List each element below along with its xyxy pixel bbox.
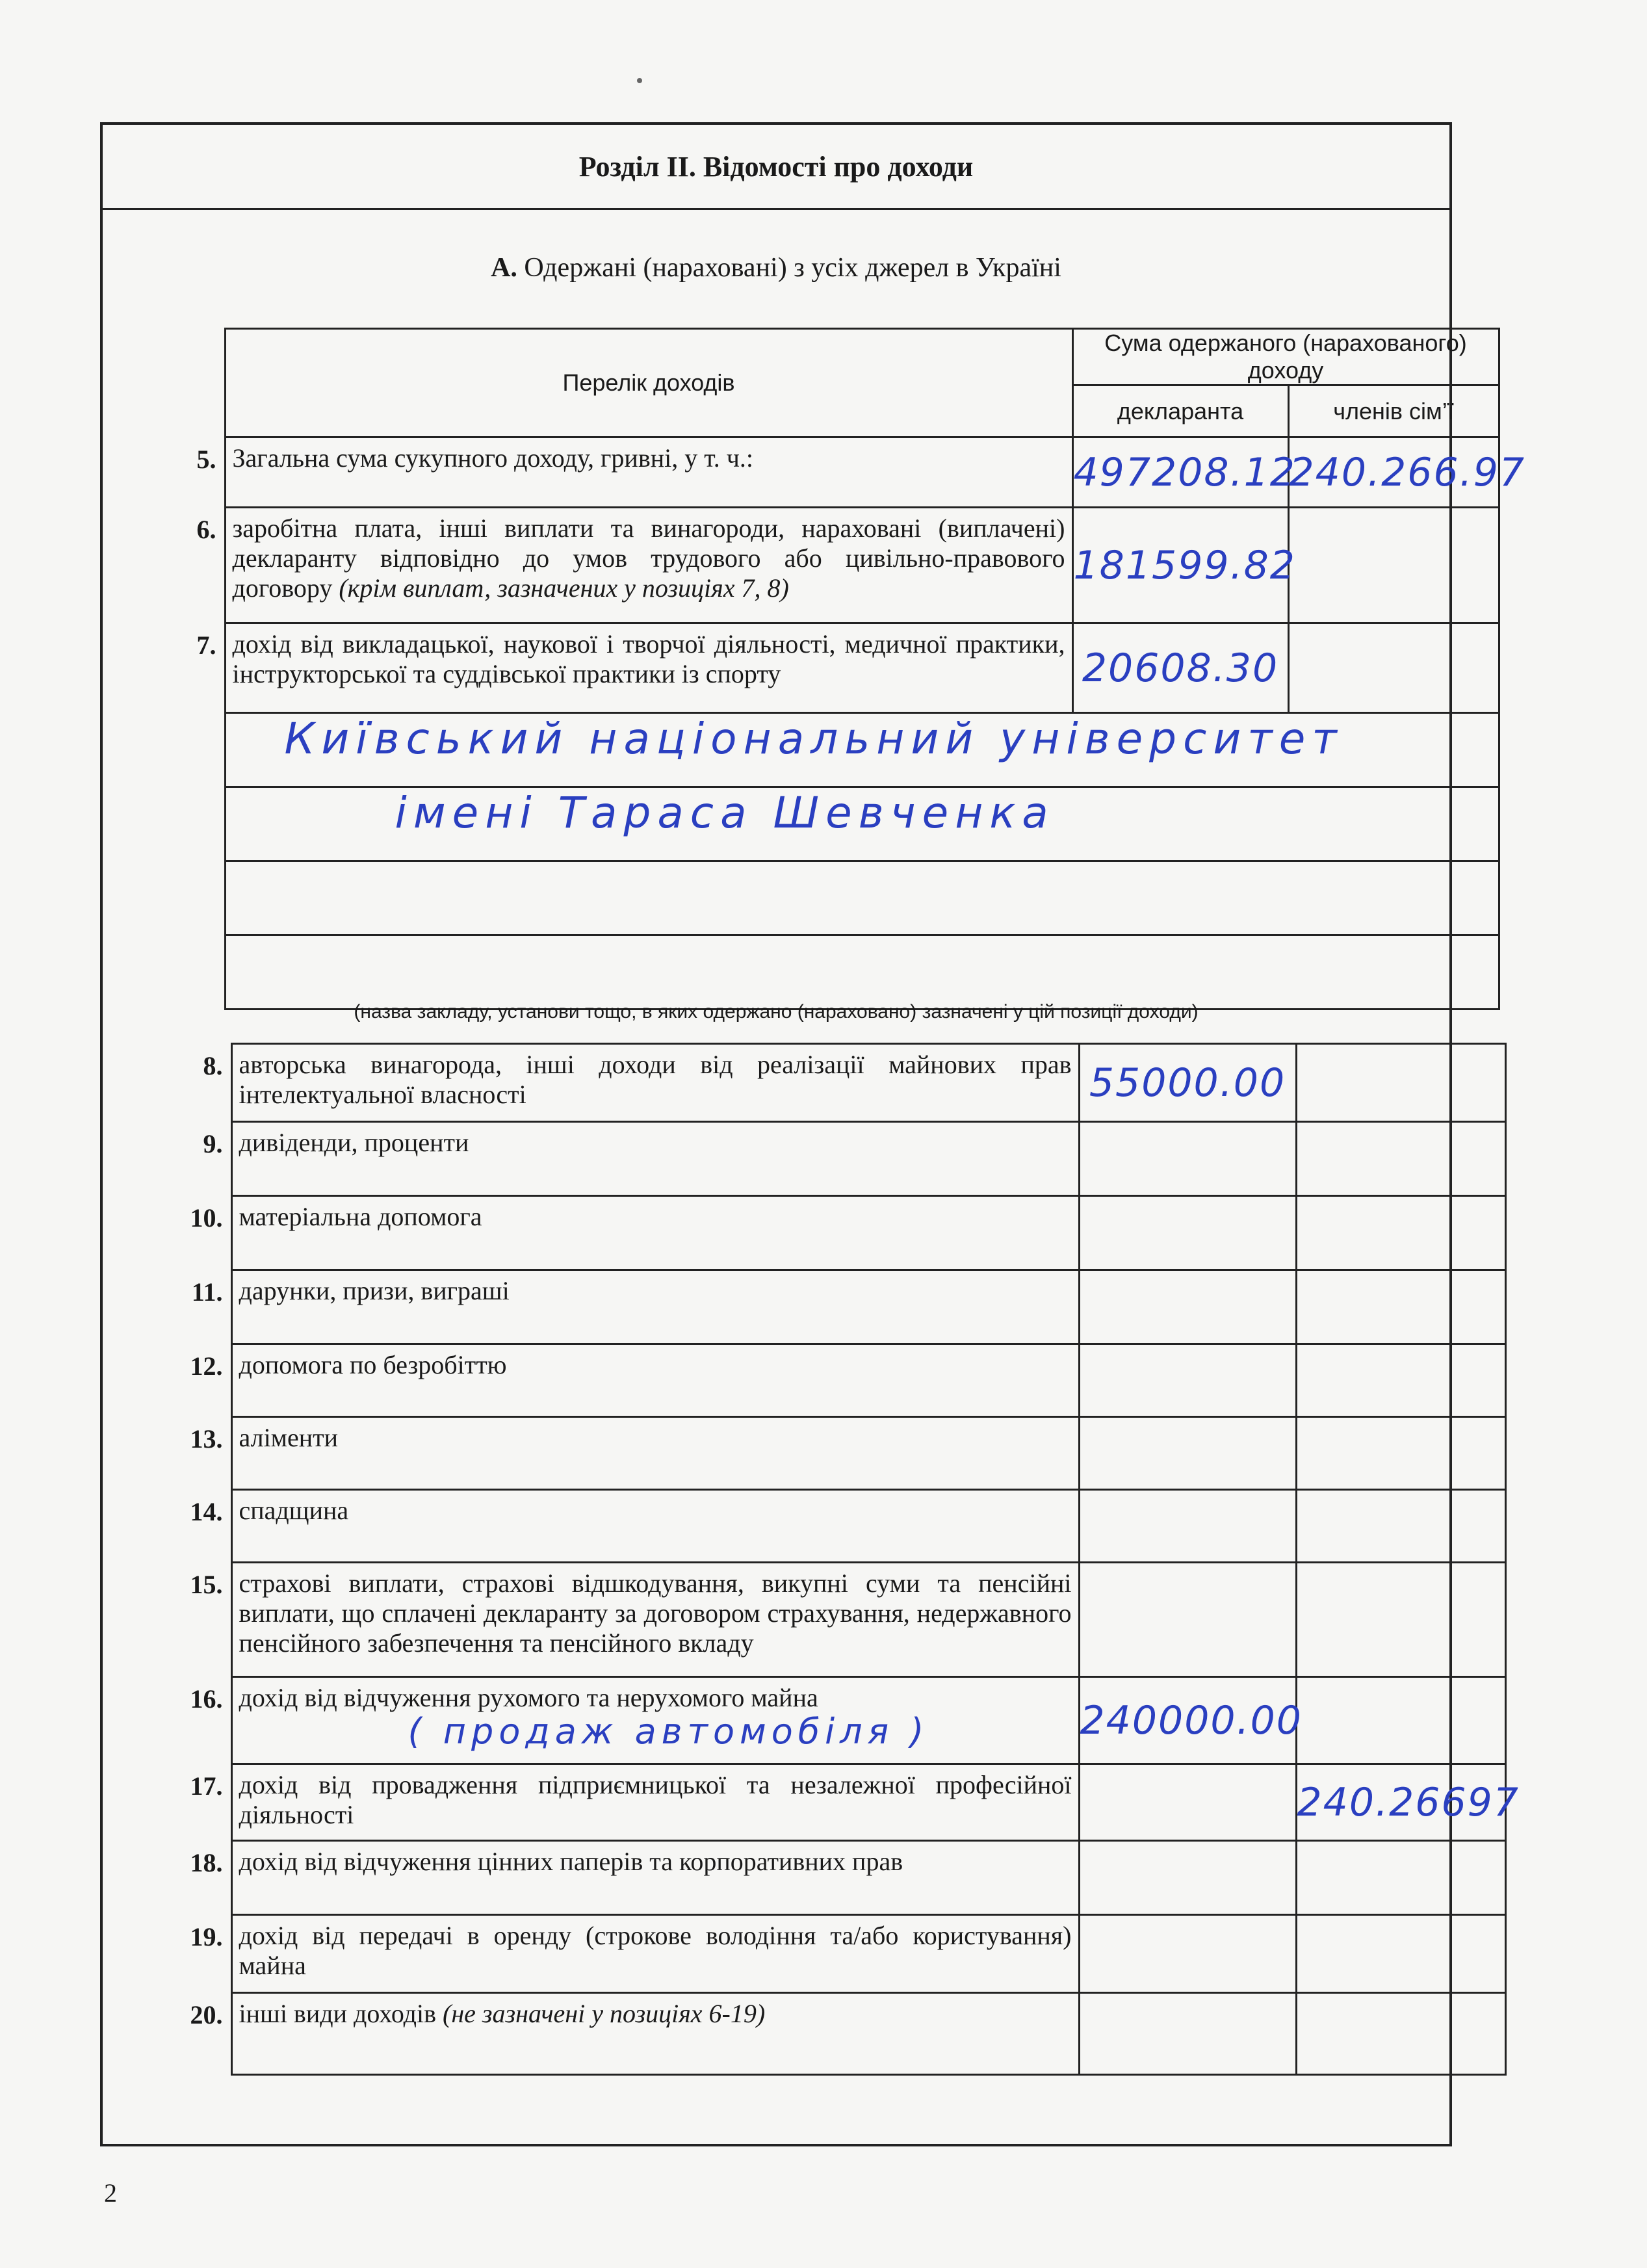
row-number — [160, 787, 225, 861]
declarant-amount — [1079, 1841, 1296, 1915]
declarant-amount — [1079, 1993, 1296, 2075]
institution-line-3 — [225, 861, 1499, 935]
subsection-text: Одержані (нараховані) з усіх джерел в Україні — [524, 253, 1061, 283]
institution-line-1: Київський національний університет — [225, 713, 1499, 787]
institution-line-4 — [225, 935, 1499, 1010]
row-label: дохід від провадження підприємницької та незалежної професійної діяльності — [231, 1764, 1079, 1841]
row-number: 5. — [196, 444, 216, 474]
header-spacer — [160, 385, 225, 437]
row-label: дохід від викладацької, наукової і творчої діяльності, медичної практики, інструкторської та суддівської практики із спорту — [225, 623, 1072, 713]
declarant-amount: 55000.00 — [1079, 1044, 1296, 1122]
declarant-amount — [1079, 1196, 1296, 1270]
row-label: аліменти — [231, 1417, 1079, 1490]
family-amount — [1296, 1417, 1505, 1490]
row-number: 20. — [190, 2000, 223, 2029]
row-number: 6. — [196, 514, 216, 544]
family-amount — [1296, 1915, 1505, 1993]
row-label: авторська винагорода, інші доходи від реалізації майнових прав інтелектуальної власності — [231, 1044, 1079, 1122]
family-amount — [1296, 1270, 1505, 1344]
row-label: дохід від передачі в оренду (строкове володіння та/або користування) майна — [231, 1915, 1079, 1993]
declarant-amount — [1079, 1764, 1296, 1841]
row-number: 7. — [196, 630, 216, 660]
row-number: 8. — [203, 1050, 223, 1080]
row-number: 16. — [190, 1684, 223, 1714]
family-amount: 240.26697 — [1296, 1764, 1505, 1841]
row-label: заробітна плата, інші виплати та винагороди, нараховані (виплачені) декларанту відповідно до умов трудового або цивільно-правового договору (крім виплат, зазначених у позиціях 7, 8) — [225, 508, 1072, 623]
row-note: (не зазначені у позиціях 6-19) — [443, 1999, 766, 2028]
institution-line-2: імені Тараса Шевченка — [225, 787, 1499, 861]
row-number: 13. — [190, 1424, 223, 1453]
family-amount — [1296, 1122, 1505, 1196]
header-declarant: декларанта — [1072, 385, 1288, 437]
row-number — [160, 935, 225, 1010]
row-number — [160, 713, 225, 787]
scan-speck — [637, 78, 642, 83]
row-number: 19. — [190, 1922, 223, 1951]
family-amount — [1288, 508, 1499, 623]
family-amount — [1296, 1044, 1505, 1122]
family-amount — [1296, 1490, 1505, 1563]
row-label: інші види доходів (не зазначені у позиціях 6-19) — [231, 1993, 1079, 2075]
row-number: 11. — [191, 1277, 223, 1307]
row-label: Загальна сума сукупного доходу, гривні, у т. ч.: — [225, 437, 1072, 508]
handwritten-note: ( продаж автомобіля ) — [408, 1711, 929, 1752]
declarant-amount: 20608.30 — [1072, 623, 1288, 713]
header-family: членів сім’ї — [1288, 385, 1499, 437]
family-amount — [1288, 623, 1499, 713]
row-number — [160, 861, 225, 935]
family-amount — [1296, 1677, 1505, 1764]
institution-caption: (назва закладу, установи тощо, в яких одержано (нараховано) зазначені у цій позиції доходи) — [354, 1001, 1199, 1023]
row-label: страхові виплати, страхові відшкодування, викупні суми та пенсійні виплати, що сплачені декларанту за договором страхування, недержавного пенсійного забезпечення та пенсійного вкладу — [231, 1563, 1079, 1677]
row-label: допомога по безробіттю — [231, 1344, 1079, 1417]
row-note: (крім виплат, зазначених у позиціях 7, 8) — [339, 573, 789, 603]
family-amount: 240.266.97 — [1288, 437, 1499, 508]
row-number: 18. — [190, 1847, 223, 1877]
declarant-amount — [1079, 1270, 1296, 1344]
row-number: 12. — [190, 1351, 223, 1381]
declarant-amount — [1079, 1563, 1296, 1677]
row-number: 15. — [190, 1569, 223, 1599]
row-label: дохід від відчуження рухомого та нерухомого майна ( продаж автомобіля ) — [231, 1677, 1079, 1764]
declarant-amount — [1079, 1344, 1296, 1417]
family-amount — [1296, 1993, 1505, 2075]
row-number: 9. — [203, 1128, 223, 1158]
family-amount — [1296, 1344, 1505, 1417]
income-table-bottom — [166, 1043, 1520, 2076]
row-number: 10. — [190, 1203, 223, 1232]
header-list: Перелік доходів — [225, 329, 1072, 437]
family-amount — [1296, 1563, 1505, 1677]
row-label: матеріальна допомога — [231, 1196, 1079, 1270]
declarant-amount: 497208.12 — [1072, 437, 1288, 508]
declarant-amount: 181599.82 — [1072, 508, 1288, 623]
row-label: спадщина — [231, 1490, 1079, 1563]
section-title: Розділ II. Відомості про доходи — [103, 125, 1449, 210]
row-number: 17. — [190, 1771, 223, 1801]
income-section-frame — [100, 122, 1526, 2146]
header-spacer — [160, 329, 225, 385]
family-amount — [1296, 1196, 1505, 1270]
declarant-amount: 240000.00 — [1079, 1677, 1296, 1764]
declarant-amount — [1079, 1122, 1296, 1196]
family-amount — [1296, 1841, 1505, 1915]
row-label: дохід від відчуження цінних паперів та корпоративних прав — [231, 1841, 1079, 1915]
header-sum: Сума одержаного (нарахованого) доходу — [1072, 329, 1499, 385]
row-label: дивіденди, проценти — [231, 1122, 1079, 1196]
row-number: 14. — [190, 1496, 223, 1526]
declarant-amount — [1079, 1490, 1296, 1563]
page-number: 2 — [104, 2178, 117, 2208]
declarant-amount — [1079, 1915, 1296, 1993]
row-label: дарунки, призи, виграші — [231, 1270, 1079, 1344]
declarant-amount — [1079, 1417, 1296, 1490]
subsection-title — [103, 252, 1449, 283]
subsection-letter: А. — [491, 253, 517, 283]
income-table-top — [160, 328, 1526, 1010]
